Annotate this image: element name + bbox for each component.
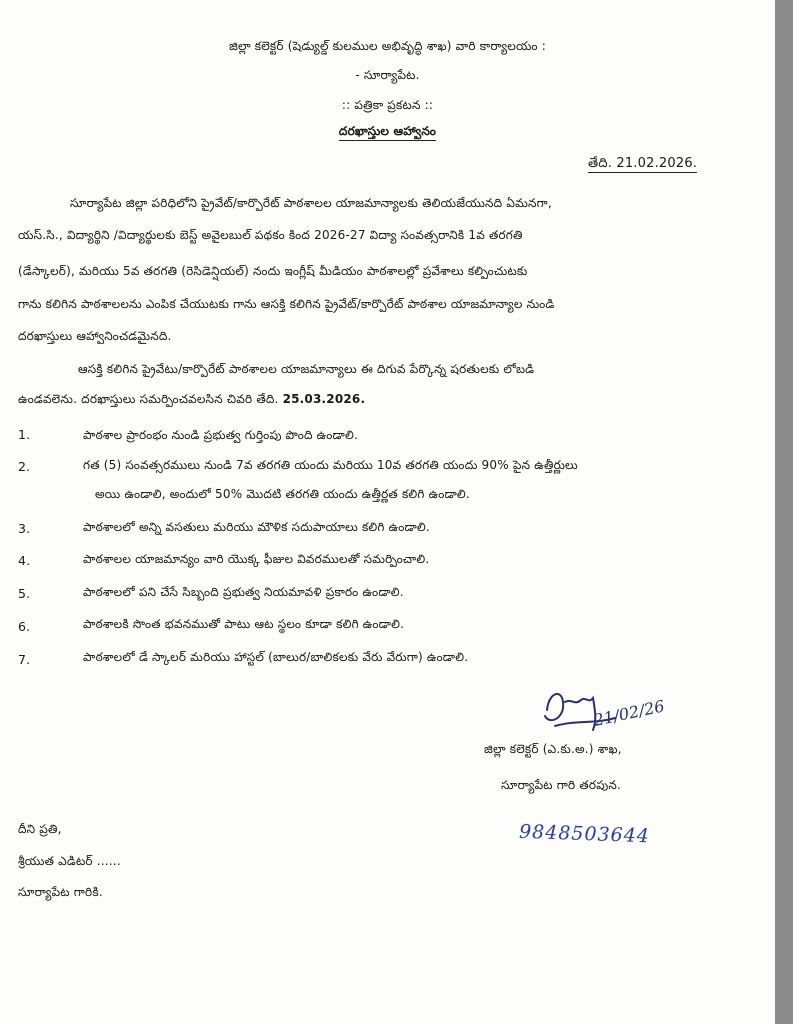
condition-6-number: 6. — [18, 619, 31, 634]
subject-heading — [0, 124, 775, 138]
condition-7-text: పాఠశాలలో డే స్కాలర్ మరియు హాస్టల్ (బాలుర/బాలికలకు వేరు వేరుగా) ఉండాలి. — [83, 650, 469, 664]
para2-line2 — [18, 392, 365, 406]
signatory-line1: జిల్లా కలెక్టర్ (ఎ.కు.అ.) శాఖ, — [484, 742, 622, 756]
place-heading: - సూర్యాపేట. — [355, 68, 420, 82]
condition-7-number: 7. — [18, 652, 31, 667]
condition-1-number: 1. — [18, 427, 31, 442]
scan-edge — [775, 0, 793, 1024]
para2-line1: ఆసక్తి కలిగిన ప్రైవేటు/కార్పొరేట్ పాఠశాలల యాజమాన్యాలు ఈ దిగువ పేర్కొన్న షరతులకు లోబడి — [78, 362, 535, 376]
condition-5-number: 5. — [18, 586, 31, 601]
para1-line2: యస్.సి., విద్యార్థిని /విద్యార్థులకు బెస్ట్ అవైలబుల్ పథకం కింద 2026-27 విద్యా సంవత్సరానికి 1వ తరగతి — [18, 228, 523, 242]
press-note-heading: :: పత్రికా ప్రకటన :: — [341, 98, 434, 112]
copy-to-line2: శ్రీయుత ఎడిటర్ ...... — [18, 854, 121, 868]
condition-1-text: పాఠశాల ప్రారంభం నుండి ప్రభుత్వ గుర్తింపు పొంది ఉండాలి. — [83, 428, 358, 442]
condition-3-text: పాఠశాలలో అన్ని వసతులు మరియు మౌళిక సదుపాయాలు కలిగి ఉండాలి. — [83, 520, 430, 534]
condition-3-number: 3. — [18, 521, 31, 536]
handwritten-phone-number: 9848503644 — [518, 820, 651, 848]
para2-line2-text: ఉండవలెను. దరఖాస్తులు సమర్పించవలసిన చివరి తేది. — [18, 392, 279, 406]
office-heading: జిల్లా కలెక్టర్ (షెడ్యుల్డ్ కులముల అభివృద్ధి శాఖ) వారి కార్యాలయం : — [229, 39, 546, 53]
signatory-line2: సూర్యాపేట గారి తరపున. — [501, 778, 622, 792]
copy-to-line3: సూర్యాపేట గారికి. — [18, 885, 103, 899]
condition-6-text: పాఠశాలకి సొంత భవనముతో పాటు ఆట స్థలం కూడా కలిగి ఉండాలి. — [83, 617, 405, 631]
last-date: 25.03.2026. — [282, 392, 366, 406]
signature-date: 21/02/26 — [591, 696, 667, 730]
subject-text: దరఖాస్తుల ఆహ్వానం — [339, 124, 436, 141]
condition-5-text: పాఠశాలలో పని చేసే సిబ్బంది ప్రభుత్వ నియమావళి ప్రకారం ఉండాలి. — [83, 585, 404, 599]
handwritten-signature — [535, 680, 685, 750]
date-text: తేది. 21.02.2026. — [588, 156, 698, 171]
para1-line5: దరఖాస్తులు ఆహ్వానించడమైనది. — [18, 329, 172, 343]
condition-2-number: 2. — [18, 459, 31, 474]
para1-line4: గాను కలిగిన పాఠశాలలను ఎంపిక చేయుటకు గాను ఆసక్తి కలిగిన ప్రైవేట్/కార్పొరేట్ పాఠశాల యాజమాన్యాల నుండి — [18, 297, 555, 311]
para1-line1: సూర్యాపేట జిల్లా పరిధిలోని ప్రైవేట్/కార్పొరేట్ పాఠశాలల యాజమాన్యాలకు తెలియజేయునది ఏమనగా, — [70, 196, 552, 210]
condition-4-text: పాఠశాలల యాజమాన్యం వారి యొక్క ఫీజుల వివరములతో సమర్పించాలి. — [83, 552, 430, 566]
document-date — [588, 157, 697, 171]
copy-to-line1: దీని ప్రతి, — [18, 822, 62, 836]
condition-4-number: 4. — [18, 553, 31, 568]
para1-line3: (డేస్కాలర్), మరియు 5వ తరగతి (రెసిడెన్షియల్) నందు ఇంగ్లీష్ మీడియం పాఠశాలల్లో ప్రవేశాలు కల్పించుటకు — [18, 264, 528, 278]
condition-2-text-line2: అయి ఉండాలి, అందులో 50% మొదటి తరగతి యందు ఉత్తీర్ణత కలిగి ఉండాలి. — [95, 487, 470, 501]
condition-2-text-line1: గత (5) సంవత్సరములు నుండి 7వ తరగతి యందు మరియు 10వ తరగతి యందు 90% పైన ఉత్తీర్ణులు — [83, 458, 578, 472]
